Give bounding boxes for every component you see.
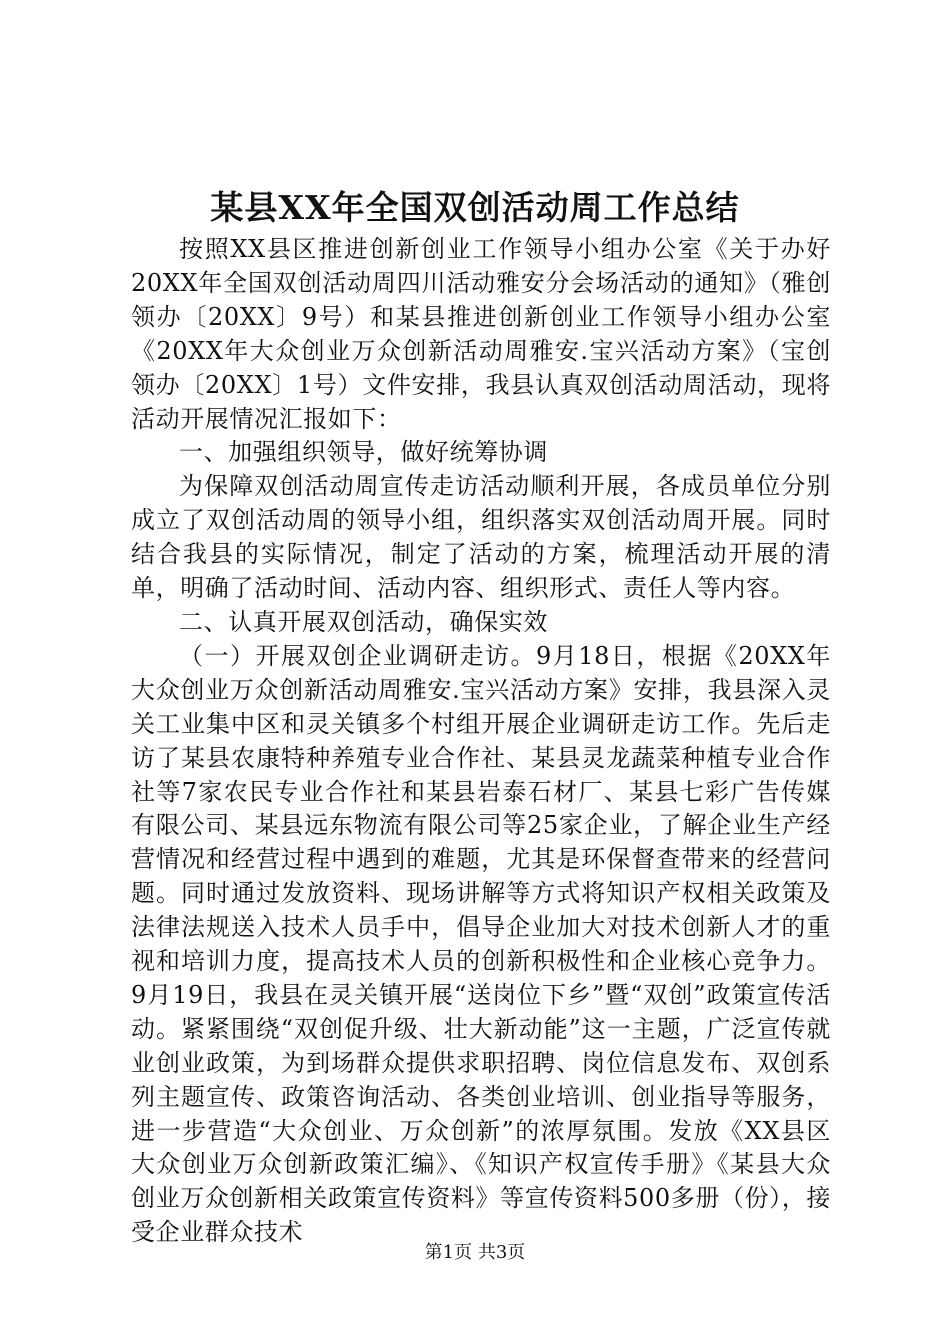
paragraph-intro: 按照XX县区推进创新创业工作领导小组办公室《关于办好20XX年全国双创活动周四川活动雅安分会场活动的通知》（雅创领办〔20XX〕9号）和某县推进创新创业工作领导小组办公室《20XX年大众创业万众创新活动周雅安.宝兴活动方案》（宝创领办〔20XX〕1号）文件安排，我县认真双创活动周活动，现将活动开展情况汇报如下： bbox=[131, 235, 831, 433]
section-heading-2: 二、认真开展双创活动，确保实效 bbox=[179, 607, 548, 636]
document-title: 某县XX年全国双创活动周工作总结 bbox=[210, 188, 740, 227]
paragraph-activities: （一）开展双创企业调研走访。9月18日，根据《20XX年大众创业万众创新活动周雅安.宝兴活动方案》安排，我县深入灵关工业集中区和灵关镇多个村组开展企业调研走访工作。先后走访了某县农康特种养殖专业合作社、某县灵龙蔬菜种植专业合作社等7家农民专业合作社和某县岩泰石材厂、某县七彩广告传媒有限公司、某县远东物流有限公司等25家企业，了解企业生产经营情况和经营过程中遇到的难题，尤其是环保督查带来的经营问题。同时通过发放资料、现场讲解等方式将知识产权相关政策及法律法规送入技术人员手中，倡导企业加大对技术创新人才的重视和培训力度，提高技术人员的创新积极性和企业核心竞争力。9月19日，我县在灵关镇开展“送岗位下乡”暨“双创”政策宣传活动。紧紧围绕“双创促升级、壮大新动能”这一主题，广泛宣传就业创业政策，为到场群众提供求职招聘、岗位信息发布、双创系列主题宣传、政策咨询活动、各类创业培训、创业指导等服务，进一步营造“大众创业、万众创新”的浓厚氛围。发放《XX县区大众创业万众创新政策汇编》、《知识产权宣传手册》《某县大众创业万众创新相关政策宣传资料》等宣传资料500多册（份），接受企业群众技术 bbox=[131, 641, 831, 1247]
page-number-footer: 第1页 共3页 bbox=[424, 1242, 526, 1263]
document-body bbox=[131, 233, 831, 1250]
paragraph-organization: 为保障双创活动周宣传走访活动顺利开展，各成员单位分别成立了双创活动周的领导小组，组织落实双创活动周开展。同时结合我县的实际情况，制定了活动的方案，梳理活动开展的清单，明确了活动时间、活动内容、组织形式、责任人等内容。 bbox=[131, 472, 831, 603]
section-heading-1: 一、加强组织领导，做好统筹协调 bbox=[179, 438, 548, 467]
